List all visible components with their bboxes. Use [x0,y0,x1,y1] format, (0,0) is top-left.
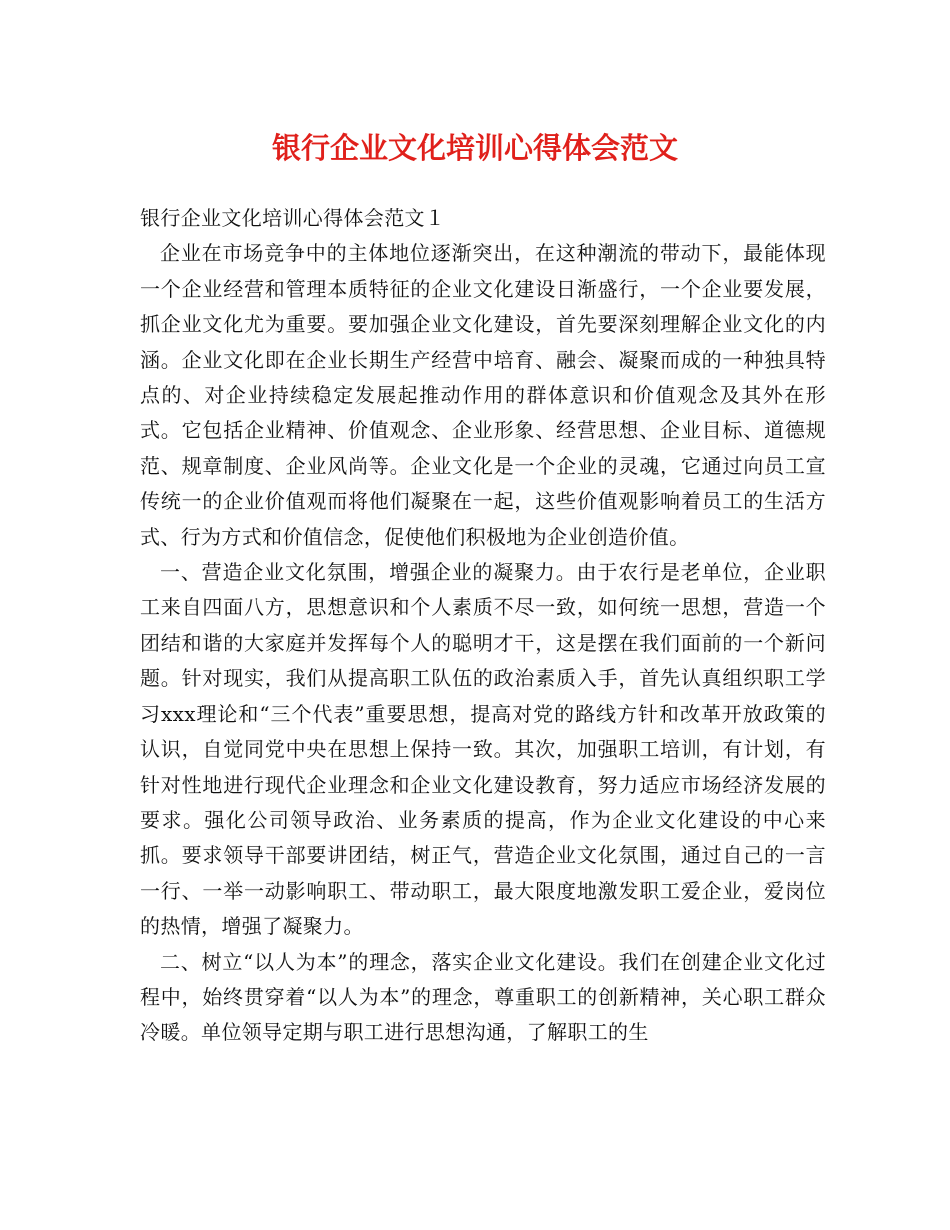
document-body [140,201,826,1051]
paragraph-3: 二、树立“以人为本”的理念，落实企业文化建设。我们在创建企业文化过程中，始终贯穿着“以人为本”的理念，尊重职工的创新精神，关心职工群众冷暖。单位领导定期与职工进行思想沟通，了解职工的生 [140,949,826,1045]
paragraph-1: 企业在市场竞争中的主体地位逐渐突出，在这种潮流的带动下，最能体现一个企业经营和管理本质特征的企业文化建设日渐盛行，一个企业要发展，抓企业文化尤为重要。要加强企业文化建设，首先要深刻理解企业文化的内涵。企业文化即在企业长期生产经营中培育、融会、凝聚而成的一种独具特点的、对企业持续稳定发展起推动作用的群体意识和价值观念及其外在形式。它包括企业精神、价值观念、企业形象、经营思想、企业目标、道德规范、规章制度、企业风尚等。企业文化是一个企业的灵魂，它通过向员工宣传统一的企业价值观而将他们凝聚在一起，这些价值观影响着员工的生活方式、行为方式和价值信念，促使他们积极地为企业创造价值。 [140,241,826,549]
paragraph-2: 一、营造企业文化氛围，增强企业的凝聚力。由于农行是老单位，企业职工来自四面八方，思想意识和个人素质不尽一致，如何统一思想，营造一个团结和谐的大家庭并发挥每个人的聪明才干，这是摆在我们面前的一个新问题。针对现实，我们从提高职工队伍的政治素质入手，首先认真组织职工学习xxx理论和“三个代表”重要思想，提高对党的路线方针和改革开放政策的认识，自觉同党中央在思想上保持一致。其次，加强职工培训，有计划，有针对性地进行现代企业理念和企业文化建设教育，努力适应市场经济发展的要求。强化公司领导政治、业务素质的提高，作为企业文化建设的中心来抓。要求领导干部要讲团结，树正气，营造企业文化氛围，通过自己的一言一行、一举一动影响职工、带动职工，最大限度地激发职工爱企业，爱岗位的热情，增强了凝聚力。 [140,560,826,939]
section-heading: 银行企业文化培训心得体会范文１ [140,206,446,230]
document-title: 银行企业文化培训心得体会范文 [271,131,678,165]
